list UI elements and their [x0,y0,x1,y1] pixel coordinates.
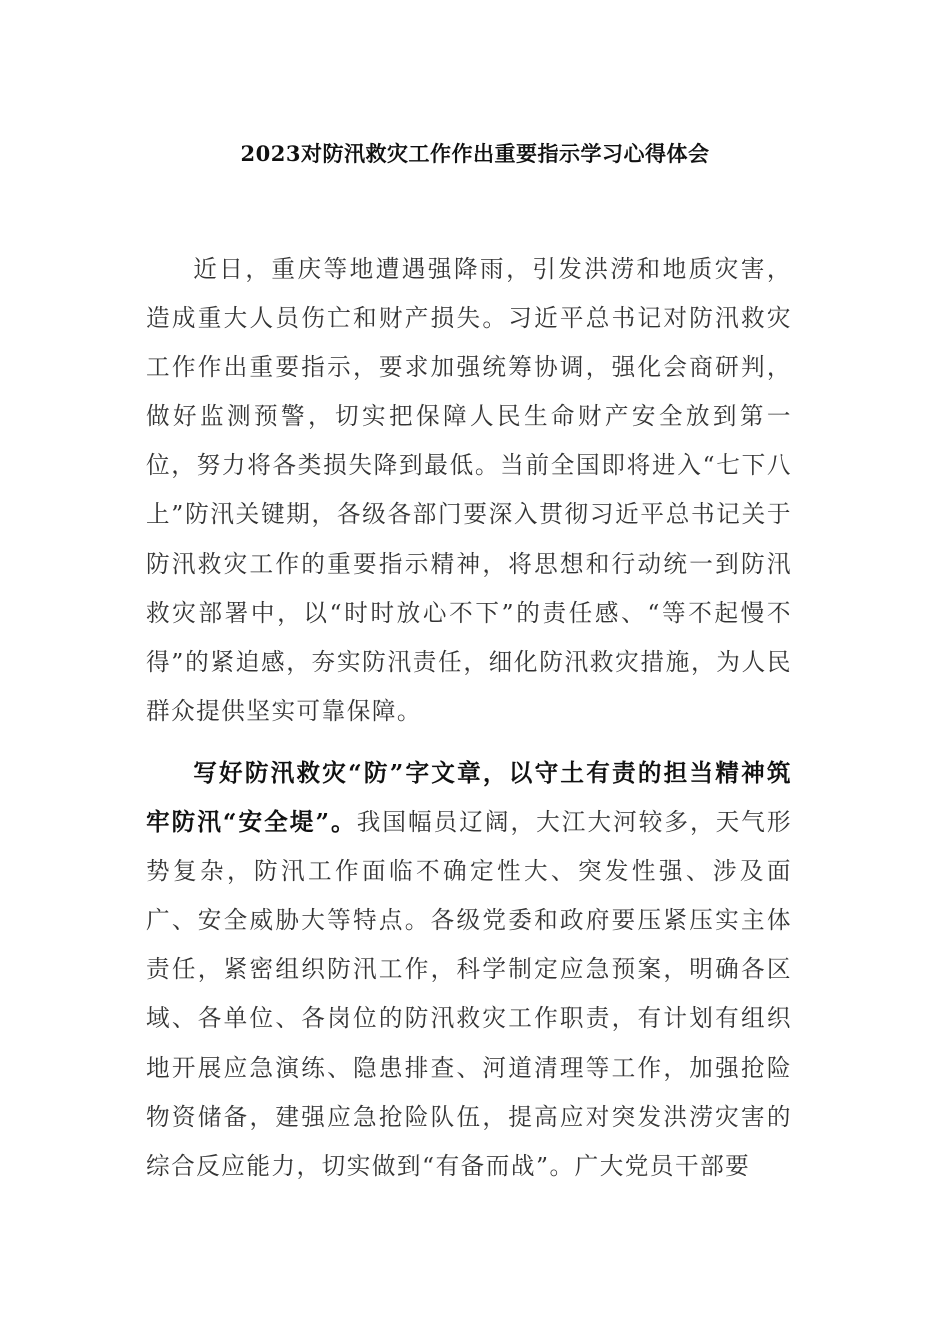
paragraph-1-text: 近日，重庆等地遭遇强降雨，引发洪涝和地质灾害，造成重大人员伤亡和财产损失。习近平总书记对防汛救灾工作作出重要指示，要求加强统筹协调，强化会商研判，做好监测预警，切实把保障人民生命财产安全放到第一位，努力将各类损失降到最低。当前全国即将进入“七下八上”防汛关键期，各级各部门要深入贯彻习近平总书记关于防汛救灾工作的重要指示精神，将思想和行动统一到防汛救灾部署中，以“时时放心不下”的责任感、“等不起慢不得”的紧迫感，夯实防汛责任，细化防汛救灾措施，为人民群众提供坚实可靠保障。 [146,255,792,725]
paragraph-2-lead: 写好防汛救灾“防”字文章，以守土有责的担当精神筑牢防汛“安全堤”。 [146,758,792,837]
paragraph-2-text: 我国幅员辽阔，大江大河较多，天气形势复杂，防汛工作面临不确定性大、突发性强、涉及面广、安全威胁大等特点。各级党委和政府要压紧压实主体责任，紧密组织防汛工作，科学制定应急预案，明确各区域、各单位、各岗位的防汛救灾工作职责，有计划有组织地开展应急演练、隐患排查、河道清理等工作，加强抢险物资储备，建强应急抢险队伍，提高应对突发洪涝灾害的综合反应能力，切实做到“有备而战”。广大党员干部要 [146,808,792,1180]
document-title: 2023对防汛救灾工作作出重要指示学习心得体会 [240,141,710,166]
paragraph-2 [146,749,792,1191]
paragraph-1 [146,245,792,736]
document-body [146,245,792,1191]
